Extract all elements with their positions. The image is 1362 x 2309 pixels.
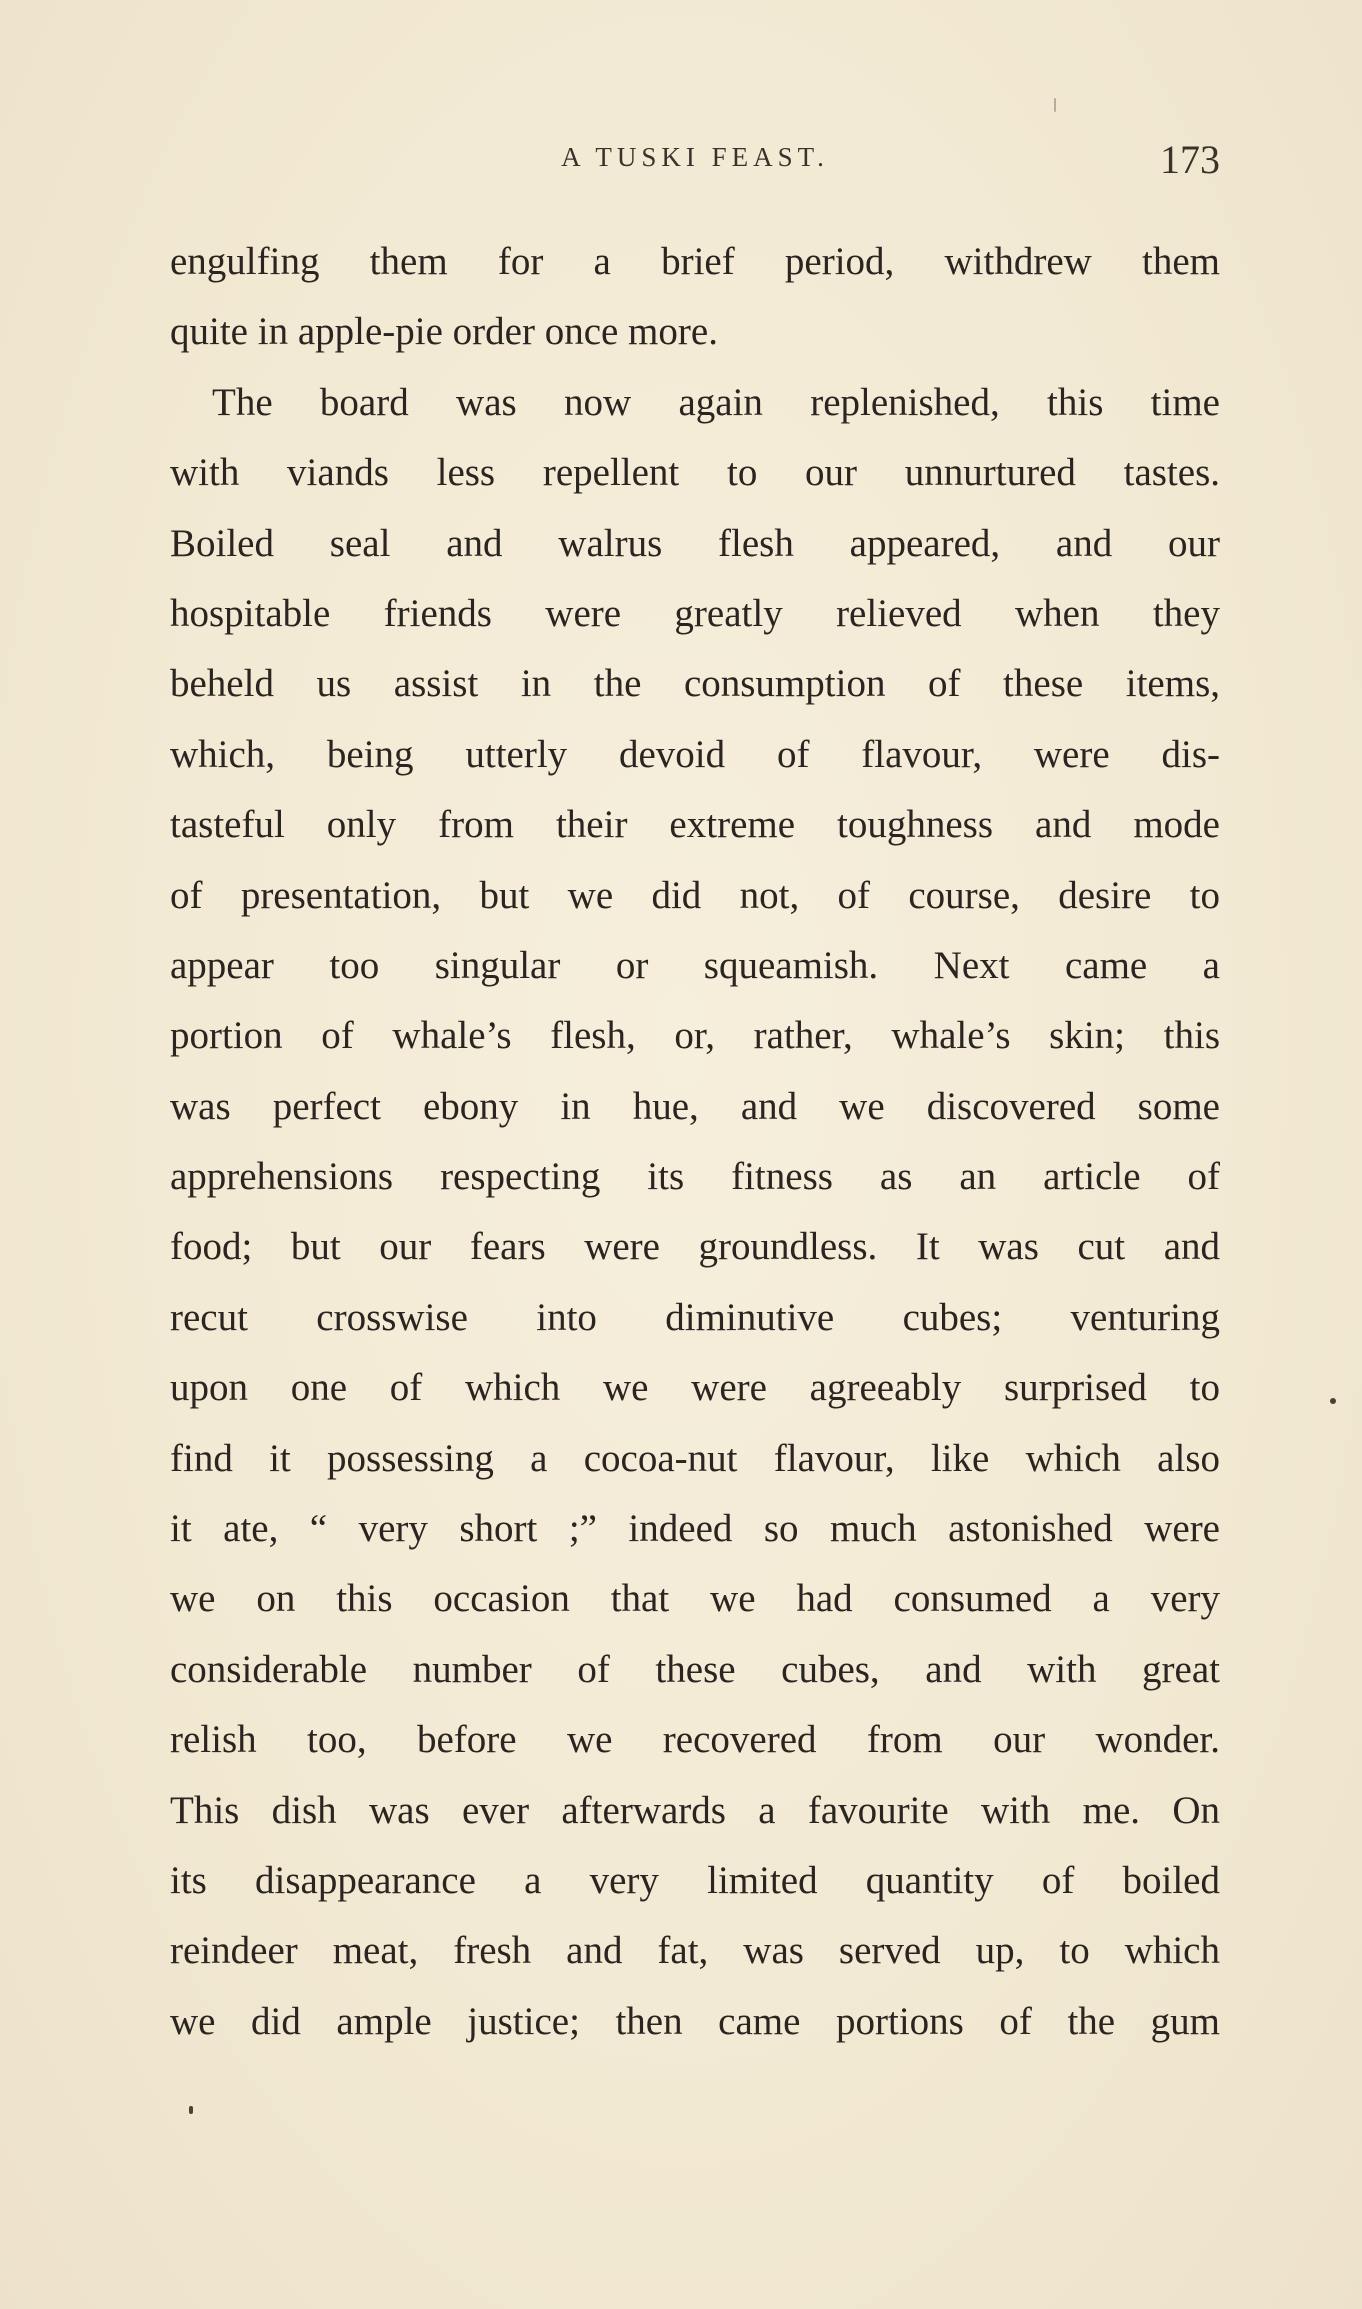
text-line: The board was now again replenished, this time xyxy=(212,380,1220,424)
text-line: recut crosswise into diminutive cubes; venturing xyxy=(170,1295,1220,1339)
text-line: its disappearance a very limited quantity of boiled xyxy=(170,1858,1220,1902)
text-line: find it possessing a cocoa-nut flavour, like which also xyxy=(170,1436,1220,1480)
text-line: engulfing them for a brief period, withdrew them xyxy=(170,240,1220,283)
text-line: portion of whale’s flesh, or, rather, whale’s skin; this xyxy=(170,1014,1220,1058)
text-line: we on this occasion that we had consumed a very xyxy=(170,1577,1220,1621)
text-line: quite in apple-pie order once more. xyxy=(170,310,718,354)
paper-speck xyxy=(189,2106,193,2114)
text-line: considerable number of these cubes, and with great xyxy=(170,1647,1220,1691)
text-line: This dish was ever afterwards a favourite with me. On xyxy=(170,1788,1220,1832)
paper-speck xyxy=(1330,1398,1336,1404)
text-line: of presentation, but we did not, of course, desire to xyxy=(170,873,1220,917)
paper-speck xyxy=(1054,98,1056,112)
text-line: upon one of which we were agreeably surprised to xyxy=(170,1366,1220,1410)
text-line: appear too singular or squeamish. Next came a xyxy=(170,943,1220,987)
text-line: hospitable friends were greatly relieved when they xyxy=(170,591,1220,635)
text-line: which, being utterly devoid of flavour, were dis- xyxy=(170,732,1220,776)
text-line: tasteful only from their extreme toughness and mode xyxy=(170,803,1220,847)
text-line: Boiled seal and walrus flesh appeared, and our xyxy=(170,521,1220,565)
text-line: we did ample justice; then came portions of the gum xyxy=(170,1999,1220,2043)
text-line: was perfect ebony in hue, and we discovered some xyxy=(170,1084,1220,1128)
text-line: beheld us assist in the consumption of these items, xyxy=(170,662,1220,706)
running-title: A TUSKI FEAST. xyxy=(561,142,829,172)
text-line: it ate, “ very short ;” indeed so much astonished were xyxy=(170,1507,1220,1551)
text-line: apprehensions respecting its fitness as an article of xyxy=(170,1155,1220,1199)
text-line: reindeer meat, fresh and fat, was served up, to which xyxy=(170,1929,1220,1973)
text-line: with viands less repellent to our unnurtured tastes. xyxy=(170,451,1220,495)
text-line: relish too, before we recovered from our wonder. xyxy=(170,1718,1220,1762)
page-number: 173 xyxy=(1160,137,1220,182)
running-head xyxy=(170,137,1220,186)
text-line: food; but our fears were groundless. It was cut and xyxy=(170,1225,1220,1269)
body-text xyxy=(170,227,1220,2057)
